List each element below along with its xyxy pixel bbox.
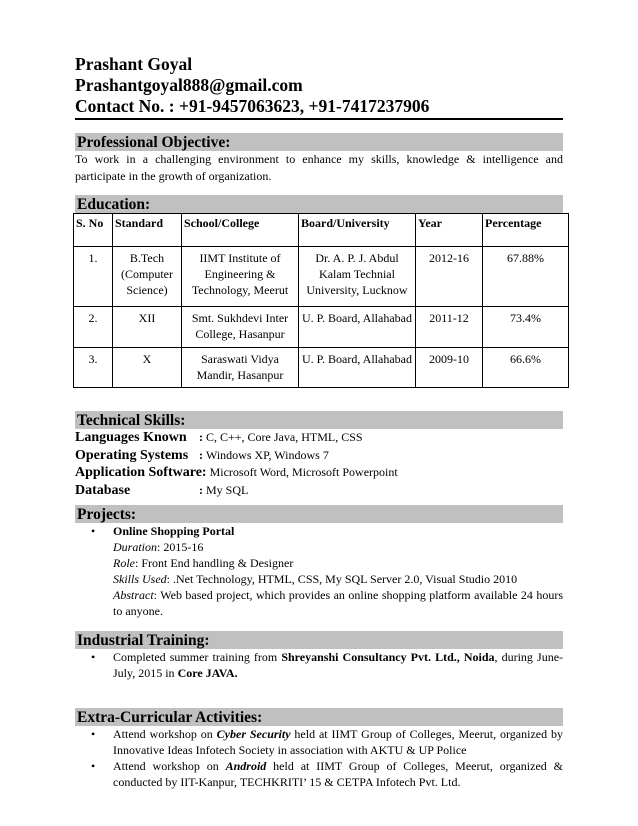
- section-heading-skills: Technical Skills:: [75, 411, 563, 429]
- col-standard: Standard: [113, 214, 182, 247]
- bullet-icon: •: [91, 727, 96, 741]
- table-row: [74, 307, 569, 348]
- cell-standard: XII: [113, 307, 182, 348]
- skill-key: Languages Known: [75, 430, 187, 445]
- skill-row: Database : My SQL: [75, 482, 249, 498]
- candidate-name: Prashant Goyal: [75, 54, 193, 74]
- projects-list: [75, 523, 563, 619]
- col-year: Year: [416, 214, 483, 247]
- cell-school: Saraswati Vidya Mandir, Hasanpur: [182, 348, 299, 388]
- table-row: [74, 348, 569, 388]
- section-heading-objective: Professional Objective:: [75, 133, 563, 151]
- table-row: [74, 247, 569, 307]
- cell-year: 2009-10: [416, 348, 483, 388]
- list-item: [91, 523, 563, 619]
- cell-percentage: 66.6%: [483, 348, 569, 388]
- col-school: School/College: [182, 214, 299, 247]
- workshop-topic: Cyber Security: [216, 727, 291, 741]
- col-percentage: Percentage: [483, 214, 569, 247]
- project-role: Role: Front End handling & Designer: [113, 556, 294, 570]
- cell-school: IIMT Institute of Engineering & Technology, Meerut: [182, 247, 299, 307]
- skill-row: [75, 464, 563, 482]
- skill-row: Languages Known : C, C++, Core Java, HTML, CSS: [75, 430, 363, 445]
- candidate-contact: Contact No. : +91-9457063623, +91-7417237906: [75, 96, 430, 116]
- resume-header: [75, 54, 563, 120]
- training-company: Shreyanshi Consultancy Pvt. Ltd., Noida: [281, 650, 495, 664]
- bullet-icon: •: [91, 650, 96, 664]
- extracurricular-list: [75, 726, 563, 790]
- cell-standard: B.Tech (Computer Science): [113, 247, 182, 307]
- bullet-icon: •: [91, 759, 96, 773]
- cell-school: Smt. Sukhdevi Inter College, Hasanpur: [182, 307, 299, 348]
- skill-value: Windows XP, Windows 7: [206, 447, 329, 462]
- cell-standard: X: [113, 348, 182, 388]
- col-board: Board/University: [299, 214, 416, 247]
- cell-board: Dr. A. P. J. Abdul Kalam Technial University, Lucknow: [299, 247, 416, 307]
- education-table: [73, 213, 569, 388]
- skill-key: Database: [75, 482, 131, 498]
- training-tech: Core JAVA.: [177, 666, 238, 680]
- education-header-row: [74, 214, 569, 247]
- skill-value: C, C++, Core Java, HTML, CSS: [206, 430, 363, 444]
- project-skills: Skills Used: .Net Technology, HTML, CSS, My SQL Server 2.0, Visual Studio 2010: [113, 572, 518, 586]
- list-item: • Attend workshop on Cyber Security held at IIMT Group of Colleges, Meerut, organized by Innovative Ideas Infotech Society in association with AKTU & UP Police: [91, 727, 563, 757]
- list-item: • Attend workshop on Android held at IIMT Group of Colleges, Meerut, organized & conducted by IIT-Kanpur, TECHKRITI’ 15 & CETPA Infotech Pvt. Ltd.: [91, 759, 564, 789]
- project-duration: Duration: 2015-16: [113, 540, 204, 554]
- section-heading-education: Education:: [75, 195, 563, 213]
- cell-board: U. P. Board, Allahabad: [299, 307, 416, 348]
- skills-list: [75, 429, 563, 499]
- cell-sno: 3.: [74, 348, 113, 388]
- project-title: Online Shopping Portal: [113, 524, 235, 538]
- cell-sno: 1.: [74, 247, 113, 307]
- skill-key: Operating Systems: [75, 447, 189, 463]
- skill-value: My SQL: [206, 482, 249, 497]
- section-heading-projects: Projects:: [75, 505, 563, 523]
- section-heading-extracurricular: Extra-Curricular Activities:: [75, 708, 563, 726]
- workshop-topic: Android: [225, 759, 267, 773]
- cell-year: 2011-12: [416, 307, 483, 348]
- cell-percentage: 67.88%: [483, 247, 569, 307]
- project-abstract: Abstract: Web based project, which provides an online shopping platform available 24 hours to anyone.: [113, 588, 563, 618]
- header-divider: [75, 118, 563, 120]
- bullet-icon: •: [91, 524, 96, 538]
- resume-page: [75, 54, 563, 790]
- training-list: [75, 649, 563, 681]
- candidate-email: Prashantgoyal888@gmail.com: [75, 75, 303, 95]
- cell-board: U. P. Board, Allahabad: [299, 348, 416, 388]
- objective-text: To work in a challenging environment to enhance my skills, knowledge & intelligence and participate in the growth of organization.: [75, 152, 563, 183]
- skill-row: Operating Systems : Windows XP, Windows 7: [75, 447, 329, 463]
- skill-value: Microsoft Word, Microsoft Powerpoint: [209, 465, 398, 479]
- skill-key: Application Software:: [75, 465, 207, 480]
- list-item: • Completed summer training from Shreyanshi Consultancy Pvt. Ltd., Noida, during June- July, 2015 in Core JAVA.: [91, 650, 564, 680]
- section-heading-training: Industrial Training:: [75, 631, 563, 649]
- cell-year: 2012-16: [416, 247, 483, 307]
- col-sno: S. No: [74, 214, 113, 247]
- cell-percentage: 73.4%: [483, 307, 569, 348]
- cell-sno: 2.: [74, 307, 113, 348]
